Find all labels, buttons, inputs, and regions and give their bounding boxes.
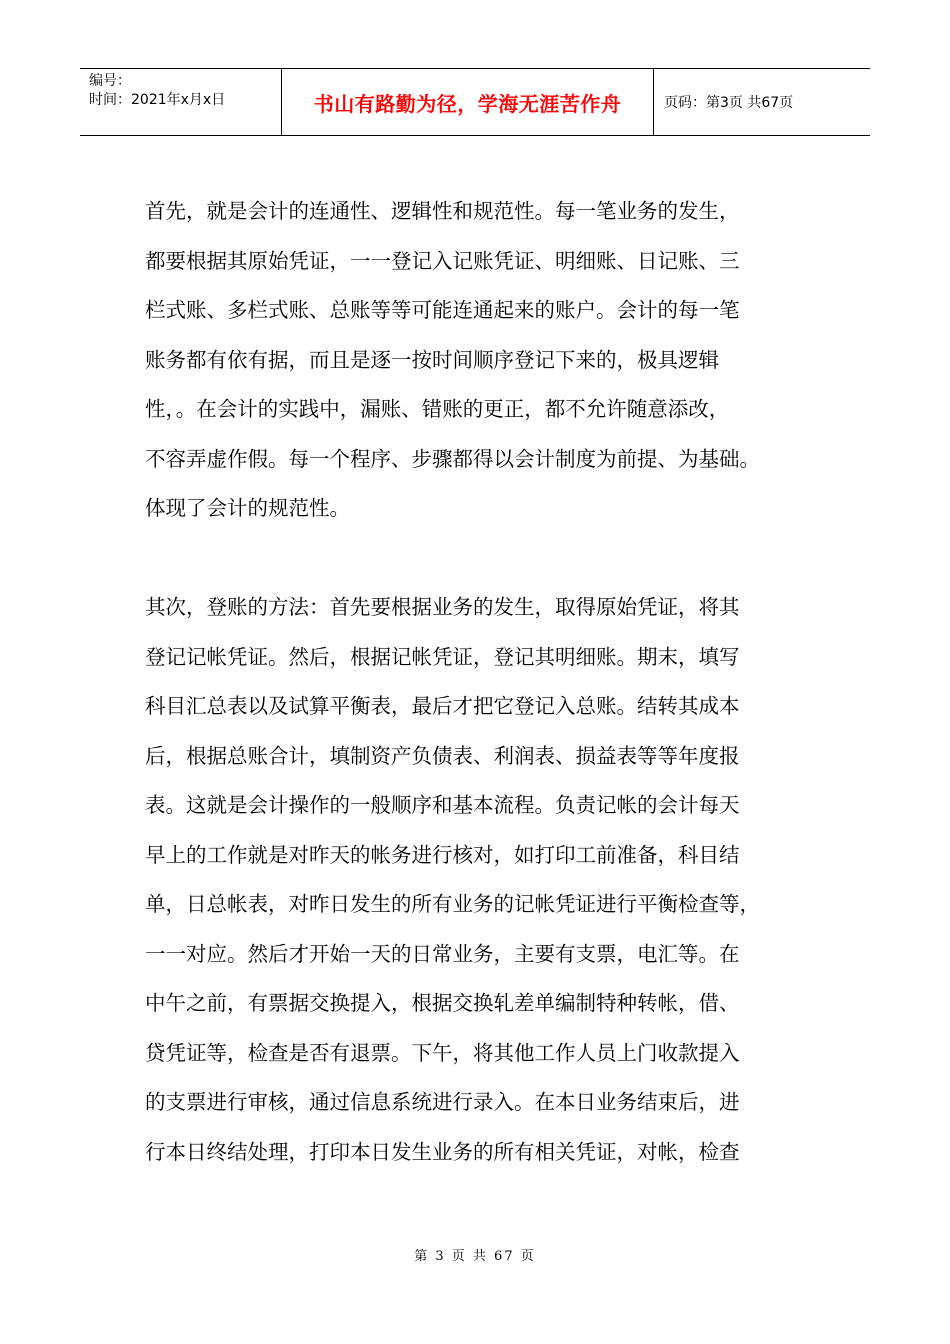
- text-line: 性，。在会计的实践中，漏账、错账的更正，都不允许随意添改，: [145, 397, 730, 421]
- text-line: 其次，登账的方法：首先要根据业务的发生，取得原始凭证，将其: [145, 595, 740, 619]
- paragraph-1: [145, 187, 805, 534]
- text-line: 首先，就是会计的连通性、逻辑性和规范性。每一笔业务的发生，: [145, 199, 740, 223]
- header-page-number: 页码：第3页 共67页: [664, 95, 794, 111]
- text-line: 行本日终结处理，打印本日发生业务的所有相关凭证，对帐，检查: [145, 1139, 740, 1164]
- text-line: 登记记帐凭证。然后，根据记帐凭证，登记其明细账。期末，填写: [145, 644, 740, 669]
- document-body: [145, 187, 805, 1177]
- paragraph-gap: [145, 534, 805, 584]
- text-line: 都要根据其原始凭证，一一登记入记账凭证、明细账、日记账、三: [145, 248, 740, 273]
- text-line: 的支票进行审核，通过信息系统进行录入。在本日业务结束后，进: [145, 1090, 740, 1114]
- text-line: 后，根据总账合计，填制资产负债表、利润表、损益表等等年度报: [145, 743, 740, 768]
- header-motto-cell: [282, 69, 654, 135]
- header-motto: 书山有路勤为径，学海无涯苦作舟: [313, 91, 622, 116]
- document-number-label: 编号：: [89, 73, 131, 89]
- text-line: 中午之前，有票据交换提入，根据交换轧差单编制特种转帐，借、: [145, 991, 740, 1015]
- text-line: 单，日总帐表，对昨日发生的所有业务的记帐凭证进行平衡检查等，: [145, 892, 760, 916]
- paragraph-2: [145, 583, 805, 1177]
- document-time-label: 时间：2021年x月x日: [89, 92, 226, 108]
- page-footer: 第 3 页 共 67 页: [414, 1249, 536, 1264]
- text-line: 栏式账、多栏式账、总账等等可能连通起来的账户。会计的每一笔: [145, 298, 740, 322]
- header-page-info: [654, 69, 870, 135]
- text-line: 体现了会计的规范性。: [145, 496, 350, 520]
- page-header: [80, 68, 870, 136]
- text-line: 科目汇总表以及试算平衡表，最后才把它登记入总账。结转其成本: [145, 694, 740, 718]
- header-meta: [80, 69, 282, 135]
- text-line: 早上的工作就是对昨天的帐务进行核对，如打印工前准备，科目结: [145, 842, 740, 867]
- text-line: 账务都有依有据，而且是逐一按时间顺序登记下来的，极具逻辑: [145, 347, 719, 372]
- text-line: 贷凭证等，检查是否有退票。下午，将其他工作人员上门收款提入: [145, 1040, 740, 1065]
- text-line: 不容弄虚作假。每一个程序、步骤都得以会计制度为前提、为基础。: [145, 446, 760, 471]
- text-line: 表。这就是会计操作的一般顺序和基本流程。负责记帐的会计每天: [145, 793, 740, 817]
- text-line: 一一对应。然后才开始一天的日常业务，主要有支票，电汇等。在: [145, 941, 740, 966]
